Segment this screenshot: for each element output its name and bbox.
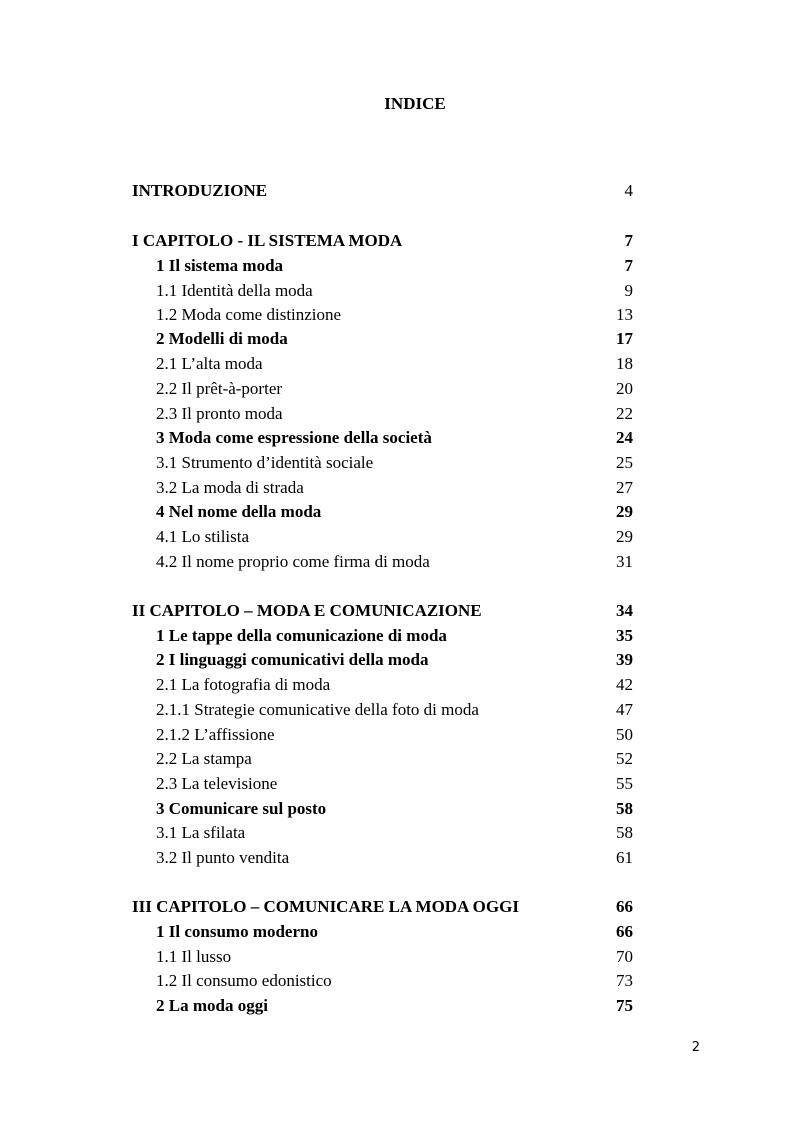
toc-subsection[interactable] — [132, 452, 633, 474]
toc-entry-page: 42 — [616, 675, 633, 694]
page-title: INDICE — [384, 94, 446, 113]
toc-subsection[interactable] — [132, 551, 633, 573]
toc-subsection[interactable] — [132, 847, 633, 869]
toc-entry-page: 7 — [624, 231, 633, 250]
toc-entry-page: 66 — [616, 897, 633, 916]
toc-subsection[interactable] — [132, 674, 633, 696]
toc-entry-page: 58 — [616, 799, 633, 818]
toc-entry-page: 7 — [624, 256, 633, 275]
toc-entry-label: 2.1.1 Strategie comunicative della foto di moda — [156, 700, 479, 719]
toc-entry-label: III CAPITOLO – COMUNICARE LA MODA OGGI — [132, 897, 519, 916]
toc-chapter-1[interactable] — [132, 230, 633, 252]
toc-entry-label: 3.2 Il punto vendita — [156, 848, 290, 867]
toc-entry-page: 55 — [616, 774, 633, 793]
toc-section[interactable] — [132, 921, 633, 943]
toc-subsection[interactable] — [132, 477, 633, 499]
toc-entry-page: 58 — [616, 823, 633, 842]
toc-subsection[interactable] — [132, 526, 633, 548]
toc-subsection[interactable] — [132, 280, 633, 302]
toc-subsection[interactable] — [132, 822, 633, 844]
toc-entry-label: 1 Il consumo moderno — [156, 922, 318, 941]
toc-entry-label: 4 Nel nome della moda — [156, 502, 322, 521]
toc-subsection[interactable] — [132, 724, 633, 746]
toc-entry-page: 34 — [616, 601, 633, 620]
toc-entry-label: II CAPITOLO – MODA E COMUNICAZIONE — [132, 601, 482, 620]
toc-entry-page: 31 — [616, 552, 633, 571]
toc-entry-label: I CAPITOLO - IL SISTEMA MODA — [132, 231, 403, 250]
toc-entry-page: 35 — [616, 626, 633, 645]
toc-section[interactable] — [132, 995, 633, 1017]
toc-entry-label: 4.2 Il nome proprio come firma di moda — [156, 552, 430, 571]
toc-section[interactable] — [132, 798, 633, 820]
toc-subsection[interactable] — [132, 353, 633, 375]
toc-entry-page: 39 — [616, 650, 633, 669]
toc-chapter-3[interactable] — [132, 896, 633, 918]
toc-entry-page: 52 — [616, 749, 633, 768]
toc-entry-label: 1.1 Il lusso — [156, 947, 232, 966]
toc-entry-page: 29 — [616, 502, 633, 521]
toc-subsection[interactable] — [132, 748, 633, 770]
toc-entry-label: 1 Le tappe della comunicazione di moda — [156, 626, 447, 645]
toc-entry-page: 9 — [624, 281, 633, 300]
toc-entry-label: 1.2 Il consumo edonistico — [156, 971, 332, 990]
toc-entry-page: 75 — [616, 996, 633, 1015]
toc-entry-page: 47 — [616, 700, 633, 719]
toc-section[interactable] — [132, 328, 633, 350]
toc-entry-page: 20 — [616, 379, 633, 398]
toc-entry-label: 3.1 Strumento d’identità sociale — [156, 453, 374, 472]
toc-subsection[interactable] — [132, 699, 633, 721]
toc-section[interactable] — [132, 255, 633, 277]
toc-entry-label: 3 Moda come espressione della società — [156, 428, 432, 447]
toc-entry-page: 61 — [616, 848, 633, 867]
toc-entry-label: INTRODUZIONE — [132, 181, 268, 200]
toc-entry-label: 2 Modelli di moda — [156, 329, 288, 348]
toc-entry-page: 73 — [616, 971, 633, 990]
toc-entry-page: 50 — [616, 725, 633, 744]
toc-entry-introduzione[interactable] — [132, 180, 633, 202]
toc-subsection[interactable] — [132, 378, 633, 400]
toc-entry-page: 70 — [616, 947, 633, 966]
toc-entry-label: 2.3 La televisione — [156, 774, 278, 793]
toc-entry-label: 3 Comunicare sul posto — [156, 799, 327, 818]
toc-entry-label: 1.2 Moda come distinzione — [156, 305, 342, 324]
toc-entry-page: 27 — [616, 478, 633, 497]
toc-entry-label: 1.1 Identità della moda — [156, 281, 313, 300]
toc-entry-page: 17 — [616, 329, 633, 348]
toc-entry-page: 24 — [616, 428, 633, 447]
toc-entry-label: 1 Il sistema moda — [156, 256, 284, 275]
page-number: 2 — [691, 1040, 700, 1055]
toc-section[interactable] — [132, 625, 633, 647]
toc-entry-page: 66 — [616, 922, 633, 941]
toc-section[interactable] — [132, 427, 633, 449]
toc-chapter-2[interactable] — [132, 600, 633, 622]
toc-entry-label: 2.1 L’alta moda — [156, 354, 263, 373]
toc-entry-label: 3.1 La sfilata — [156, 823, 246, 842]
toc-subsection[interactable] — [132, 946, 633, 968]
toc-entry-label: 3.2 La moda di strada — [156, 478, 304, 497]
toc-entry-page: 13 — [616, 305, 633, 324]
toc-entry-label: 2.3 Il pronto moda — [156, 404, 283, 423]
toc-entry-page: 22 — [616, 404, 633, 423]
toc-subsection[interactable] — [132, 970, 633, 992]
toc-subsection[interactable] — [132, 304, 633, 326]
toc-subsection[interactable] — [132, 773, 633, 795]
toc-entry-label: 2 La moda oggi — [156, 996, 268, 1015]
toc-entry-page: 29 — [616, 527, 633, 546]
toc-section[interactable] — [132, 649, 633, 671]
toc-entry-label: 2.2 La stampa — [156, 749, 252, 768]
toc-entry-page: 18 — [616, 354, 633, 373]
toc-entry-label: 2.1.2 L’affissione — [156, 725, 275, 744]
toc-subsection[interactable] — [132, 403, 633, 425]
toc-entry-label: 2.2 Il prêt-à-porter — [156, 379, 283, 398]
toc-section[interactable] — [132, 501, 633, 523]
toc-entry-page: 4 — [624, 181, 633, 200]
toc-entry-page: 25 — [616, 453, 633, 472]
toc-entry-label: 2 I linguaggi comunicativi della moda — [156, 650, 429, 669]
toc-entry-label: 4.1 Lo stilista — [156, 527, 250, 546]
toc-entry-label: 2.1 La fotografia di moda — [156, 675, 331, 694]
